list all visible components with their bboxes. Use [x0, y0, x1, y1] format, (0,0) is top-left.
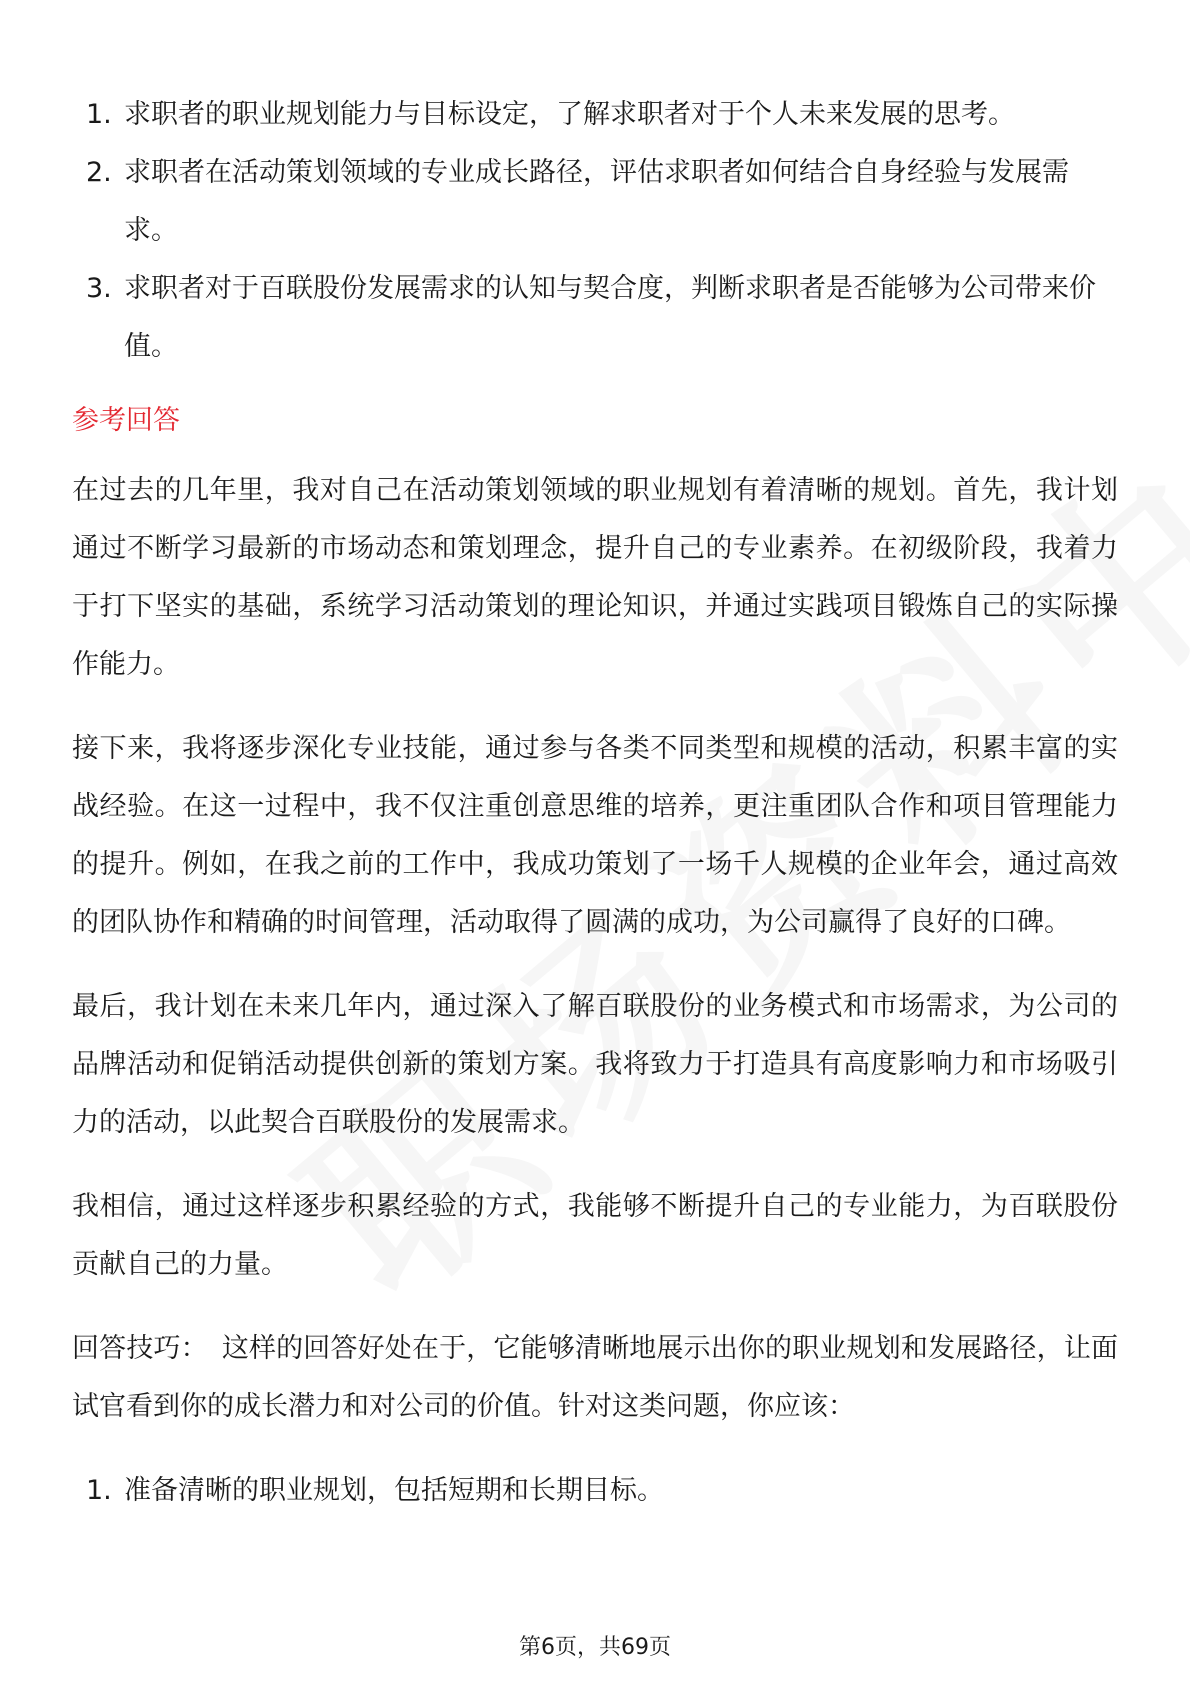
page-number-footer: 第6页，共69页 — [519, 1635, 671, 1660]
list-item-number: 2. — [86, 157, 112, 188]
list-item-text: 求职者对于百联股份发展需求的认知与契合度，判断求职者是否能够为公司带来价值。 — [124, 273, 1096, 362]
answer-paragraph: 最后，我计划在未来几年内，通过深入了解百联股份的业务模式和市场需求，为公司的品牌活动和促销活动提供创新的策划方案。我将致力于打造具有高度影响力和市场吸引力的活动，以此契合百联股份的发展需求。 — [72, 991, 1118, 1138]
tips-paragraph — [72, 1320, 1118, 1436]
page-content — [72, 86, 1118, 1520]
list-item-number: 1. — [86, 99, 112, 130]
list-item — [72, 144, 1118, 260]
list-item-text: 准备清晰的职业规划，包括短期和长期目标。 — [124, 1475, 664, 1506]
answer-paragraph: 接下来，我将逐步深化专业技能，通过参与各类不同类型和规模的活动，积累丰富的实战经验。在这一过程中，我不仅注重创意思维的培养，更注重团队合作和项目管理能力的提升。例如，在我之前的工作中，我成功策划了一场千人规模的企业年会，通过高效的团队协作和精确的时间管理，活动取得了圆满的成功，为公司赢得了良好的口碑。 — [72, 733, 1118, 938]
list-item-text: 求职者在活动策划领域的专业成长路径，评估求职者如何结合自身经验与发展需求。 — [124, 157, 1069, 246]
intro-list — [72, 86, 1118, 376]
tips-text: 这样的回答好处在于，它能够清晰地展示出你的职业规划和发展路径，让面试官看到你的成长潜力和对公司的价值。针对这类问题，你应该： — [72, 1333, 1119, 1422]
answer-paragraph: 我相信，通过这样逐步积累经验的方式，我能够不断提升自己的专业能力，为百联股份贡献自己的力量。 — [72, 1191, 1118, 1280]
list-item-number: 3. — [86, 273, 112, 304]
list-item-number: 1. — [86, 1475, 112, 1506]
tips-list — [72, 1462, 1118, 1520]
list-item — [72, 260, 1118, 376]
answer-paragraph: 在过去的几年里，我对自己在活动策划领域的职业规划有着清晰的规划。首先，我计划通过不断学习最新的市场动态和策划理念，提升自己的专业素养。在初级阶段，我着力于打下坚实的基础，系统学习活动策划的理论知识，并通过实践项目锻炼自己的实际操作能力。 — [72, 475, 1118, 680]
tips-label: 回答技巧： — [72, 1333, 208, 1364]
list-item-text: 求职者的职业规划能力与目标设定，了解求职者对于个人未来发展的思考。 — [124, 99, 1015, 130]
list-item — [72, 1462, 1118, 1520]
list-item — [72, 86, 1118, 144]
reference-answer-heading: 参考回答 — [72, 405, 180, 436]
